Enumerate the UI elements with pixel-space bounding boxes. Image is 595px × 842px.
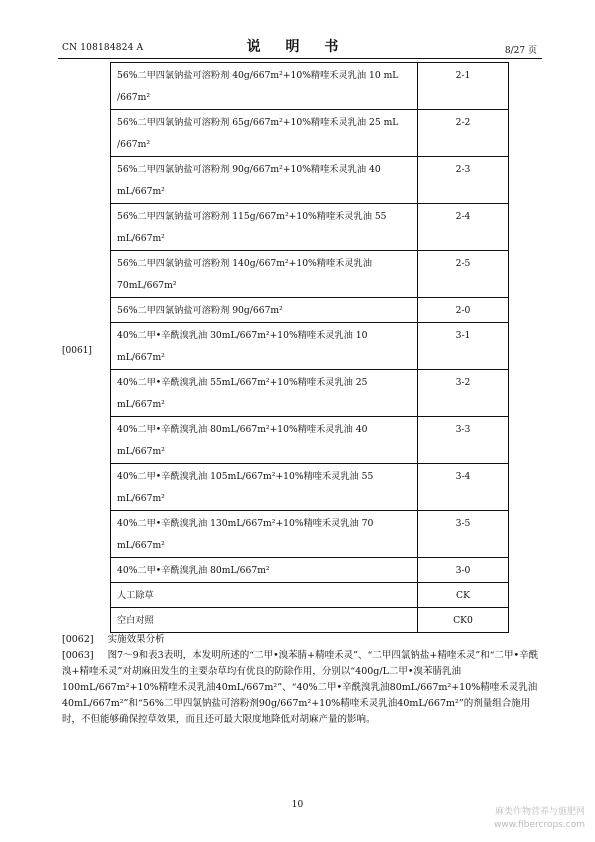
code-cell: 2-3 [418,157,509,204]
header-rule [58,58,542,59]
treatment-cell: 40%二甲•辛酰溴乳油 30mL/667m²+10%精喹禾灵乳油 10 mL/667m² [111,323,418,370]
treatment-cell: 56%二甲四氯钠盐可溶粉剂 65g/667m²+10%精喹禾灵乳油 25 mL /667m² [111,110,418,157]
table-row [111,323,509,370]
paragraph-text: 图7～9和表3表明，本发明所述的“二甲•溴苯腈+精喹禾灵”、“二甲四氯钠盐+精喹禾灵”和“二甲•辛酰溴+精喹禾灵”对胡麻田发生的主要杂草均有优良的防除作用，分别以“400g/L二甲•溴苯腈乳油100mL/667m²+10%精喹禾灵乳油40mL/667m²”、“40%二甲•辛酰溴乳油80mL/667m²+10%精喹禾灵乳油40mL/667m²”和“56%二甲四氯钠盐可溶粉剂90g/667m²+10%精喹禾灵乳油40mL/667m²”的剂量组合施用时，不但能够确保控草效果，而且还可最大限度地降低对胡麻产量的影响。 [62,650,539,725]
treatment-cell: 56%二甲四氯钠盐可溶粉剂 115g/667m²+10%精喹禾灵乳油 55 mL/667m² [111,204,418,251]
code-cell: 3-3 [418,417,509,464]
paragraph-number: [0062] [62,634,94,645]
page-number: 10 [291,800,304,810]
table-row [111,63,509,110]
header-title: 说 明 书 [246,39,349,55]
table-row [111,464,509,511]
watermark [494,806,585,832]
code-cell: 3-5 [418,511,509,558]
watermark-line: 麻类作物营养与施肥网 [494,807,585,817]
code-cell: 2-5 [418,251,509,298]
treatment-table [110,62,509,633]
table-row [111,298,509,323]
treatment-cell: 空白对照 [111,608,418,633]
treatment-cell: 40%二甲•辛酰溴乳油 80mL/667m²+10%精喹禾灵乳油 40 mL/667m² [111,417,418,464]
treatment-cell: 56%二甲四氯钠盐可溶粉剂 90g/667m²+10%精喹禾灵乳油 40 mL/667m² [111,157,418,204]
paragraph-0062 [62,632,540,648]
treatment-cell: 56%二甲四氯钠盐可溶粉剂 40g/667m²+10%精喹禾灵乳油 10 mL /667m² [111,63,418,110]
header-page: 8/27 页 [504,46,537,56]
code-cell: CK0 [418,608,509,633]
table-row [111,110,509,157]
table-row [111,157,509,204]
watermark-url: www.fibercrops.com [494,820,585,830]
table-row [111,511,509,558]
code-cell: CK [418,583,509,608]
code-cell: 3-2 [418,370,509,417]
treatment-cell: 40%二甲•辛酰溴乳油 130mL/667m²+10%精喹禾灵乳油 70 mL/667m² [111,511,418,558]
code-cell: 2-0 [418,298,509,323]
code-cell: 3-1 [418,323,509,370]
table-row [111,608,509,633]
treatment-cell: 40%二甲•辛酰溴乳油 80mL/667m² [111,558,418,583]
table-row [111,417,509,464]
code-cell: 2-1 [418,63,509,110]
table-row [111,251,509,298]
table-row [111,370,509,417]
table-row [111,558,509,583]
paragraph-number: [0063] [62,650,94,661]
body-text [62,632,540,728]
header-doc-number: CN 108184824 A [62,43,144,53]
table-row [111,204,509,251]
treatment-cell: 56%二甲四氯钠盐可溶粉剂 90g/667m² [111,298,418,323]
code-cell: 3-0 [418,558,509,583]
paragraph-number-0061: [0061] [62,346,92,356]
treatment-cell: 40%二甲•辛酰溴乳油 55mL/667m²+10%精喹禾灵乳油 25 mL/667m² [111,370,418,417]
treatment-cell: 人工除草 [111,583,418,608]
treatment-cell: 40%二甲•辛酰溴乳油 105mL/667m²+10%精喹禾灵乳油 55 mL/667m² [111,464,418,511]
code-cell: 2-2 [418,110,509,157]
section-heading: 实施效果分析 [107,634,165,645]
table-row [111,583,509,608]
code-cell: 2-4 [418,204,509,251]
code-cell: 3-4 [418,464,509,511]
paragraph-0063 [62,648,540,728]
treatment-cell: 56%二甲四氯钠盐可溶粉剂 140g/667m²+10%精喹禾灵乳油 70mL/667m² [111,251,418,298]
